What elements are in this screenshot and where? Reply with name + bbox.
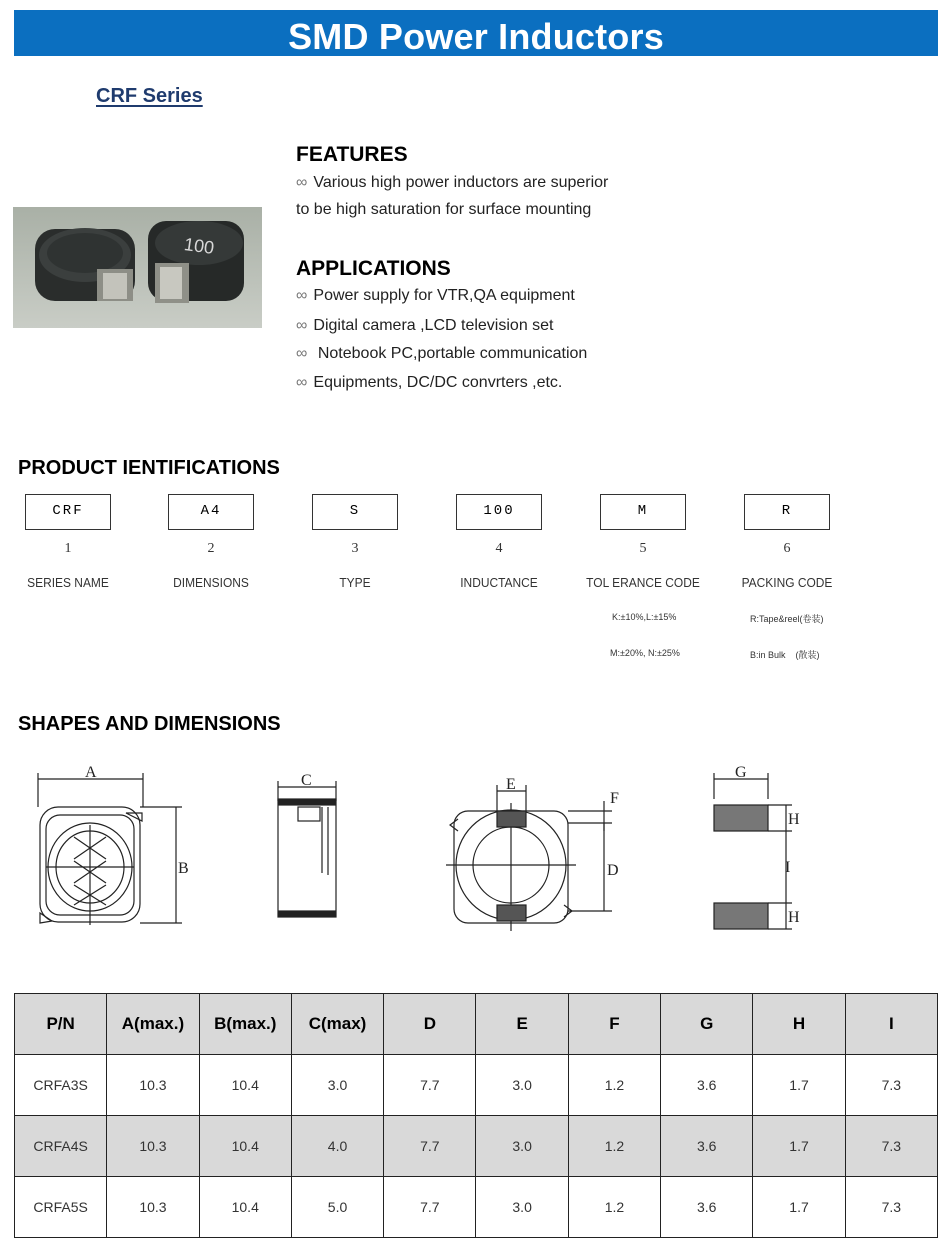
table-cell: 4.0 [291, 1116, 383, 1177]
features-line-2: to be high saturation for surface mounting [296, 201, 592, 218]
code-name-inductance: INDUCTANCE [460, 575, 538, 590]
packing-note: B:in Bulk (散装) [750, 650, 820, 660]
table-cell: 10.3 [107, 1055, 199, 1116]
tolerance-note: M:±20%, N:±25% [610, 648, 680, 658]
identification-heading: PRODUCT IENTIFICATIONS [18, 457, 280, 479]
table-row [15, 1116, 938, 1177]
table-cell: 3.6 [661, 1177, 753, 1238]
dim-label-b: B [178, 860, 189, 877]
table-cell: 1.7 [753, 1177, 845, 1238]
table-cell: 10.3 [107, 1177, 199, 1238]
code-name-tolerance: TOL ERANCE CODE [586, 575, 700, 590]
table-cell: 10.4 [199, 1055, 291, 1116]
packing-note: R:Tape&reel(卷装) [750, 614, 824, 624]
col-header: G [661, 994, 753, 1055]
col-header: A(max.) [107, 994, 199, 1055]
table-cell: 3.6 [661, 1055, 753, 1116]
code-number: 3 [351, 541, 359, 556]
code-name-dimensions: DIMENSIONS [173, 575, 249, 590]
code-number: 6 [783, 541, 791, 556]
table-cell: 7.3 [845, 1177, 937, 1238]
col-header: I [845, 994, 937, 1055]
code-name-packing: PACKING CODE [741, 575, 833, 590]
col-header: B(max.) [199, 994, 291, 1055]
spec-table [14, 993, 938, 1238]
table-cell: 1.2 [568, 1177, 660, 1238]
tolerance-note: K:±10%,L:±15% [612, 612, 677, 622]
dimensions-heading: SHAPES AND DIMENSIONS [18, 713, 281, 735]
page-title: SMD Power Inductors [288, 16, 664, 57]
bullet-infinity-icon: ∞ [296, 287, 308, 304]
application-item: ∞ Notebook PC,portable communication [296, 345, 588, 362]
code-box-dimensions: A4 [168, 494, 254, 530]
table-cell: CRFA4S [15, 1116, 107, 1177]
code-number: 2 [207, 541, 215, 556]
col-header: F [568, 994, 660, 1055]
table-cell: 10.3 [107, 1116, 199, 1177]
table-header-row [15, 994, 938, 1055]
bullet-infinity-icon: ∞ [296, 317, 308, 334]
code-name-type: TYPE [339, 575, 371, 590]
dim-label-e: E [506, 776, 516, 793]
table-cell: CRFA3S [15, 1055, 107, 1116]
dim-label-h-top: H [788, 811, 800, 828]
application-item: ∞ Power supply for VTR,QA equipment [296, 287, 575, 304]
features-heading: FEATURES [296, 143, 408, 166]
bullet-infinity-icon: ∞ [296, 374, 308, 391]
features-line-1: ∞ Various high power inductors are superior [296, 174, 609, 191]
dim-label-f: F [610, 790, 619, 807]
dim-label-d: D [607, 862, 619, 879]
code-box-tolerance: M [600, 494, 686, 530]
table-cell: 7.3 [845, 1055, 937, 1116]
code-box-series: CRF [25, 494, 111, 530]
table-cell: 1.2 [568, 1055, 660, 1116]
table-cell: 7.7 [384, 1055, 476, 1116]
bullet-infinity-icon: ∞ [296, 345, 308, 362]
dim-label-a: A [85, 764, 97, 781]
table-cell: 10.4 [199, 1116, 291, 1177]
photo-marking: 100 [182, 234, 216, 259]
code-box-packing: R [744, 494, 830, 530]
series-title: CRF Series [96, 85, 203, 107]
dim-label-i: I [785, 859, 791, 876]
table-cell: 3.0 [476, 1055, 568, 1116]
col-header: D [384, 994, 476, 1055]
code-number: 4 [495, 541, 503, 556]
code-name-series: SERIES NAME [27, 575, 109, 590]
code-box-type: S [312, 494, 398, 530]
dim-label-h-bottom: H [788, 909, 800, 926]
table-cell: 3.0 [476, 1116, 568, 1177]
col-header: P/N [15, 994, 107, 1055]
table-cell: CRFA5S [15, 1177, 107, 1238]
col-header: H [753, 994, 845, 1055]
table-cell: 1.7 [753, 1116, 845, 1177]
table-cell: 7.7 [384, 1116, 476, 1177]
product-photo [13, 207, 262, 328]
table-row [15, 1055, 938, 1116]
table-row [15, 1177, 938, 1238]
code-number: 1 [64, 541, 72, 556]
bullet-infinity-icon: ∞ [296, 174, 308, 191]
table-cell: 1.2 [568, 1116, 660, 1177]
col-header: E [476, 994, 568, 1055]
applications-heading: APPLICATIONS [296, 257, 451, 280]
table-cell: 5.0 [291, 1177, 383, 1238]
table-cell: 1.7 [753, 1055, 845, 1116]
col-header: C(max) [291, 994, 383, 1055]
dimension-drawings [0, 755, 949, 945]
table-cell: 7.3 [845, 1116, 937, 1177]
table-cell: 10.4 [199, 1177, 291, 1238]
table-cell: 7.7 [384, 1177, 476, 1238]
dim-label-g: G [735, 764, 747, 781]
table-cell: 3.6 [661, 1116, 753, 1177]
table-cell: 3.0 [476, 1177, 568, 1238]
application-item: ∞ Digital camera ,LCD television set [296, 317, 554, 334]
code-number: 5 [639, 541, 647, 556]
application-item: ∞ Equipments, DC/DC convrters ,etc. [296, 374, 563, 391]
table-cell: 3.0 [291, 1055, 383, 1116]
code-box-inductance: 100 [456, 494, 542, 530]
header-bar [14, 10, 938, 56]
dim-label-c: C [301, 772, 312, 789]
